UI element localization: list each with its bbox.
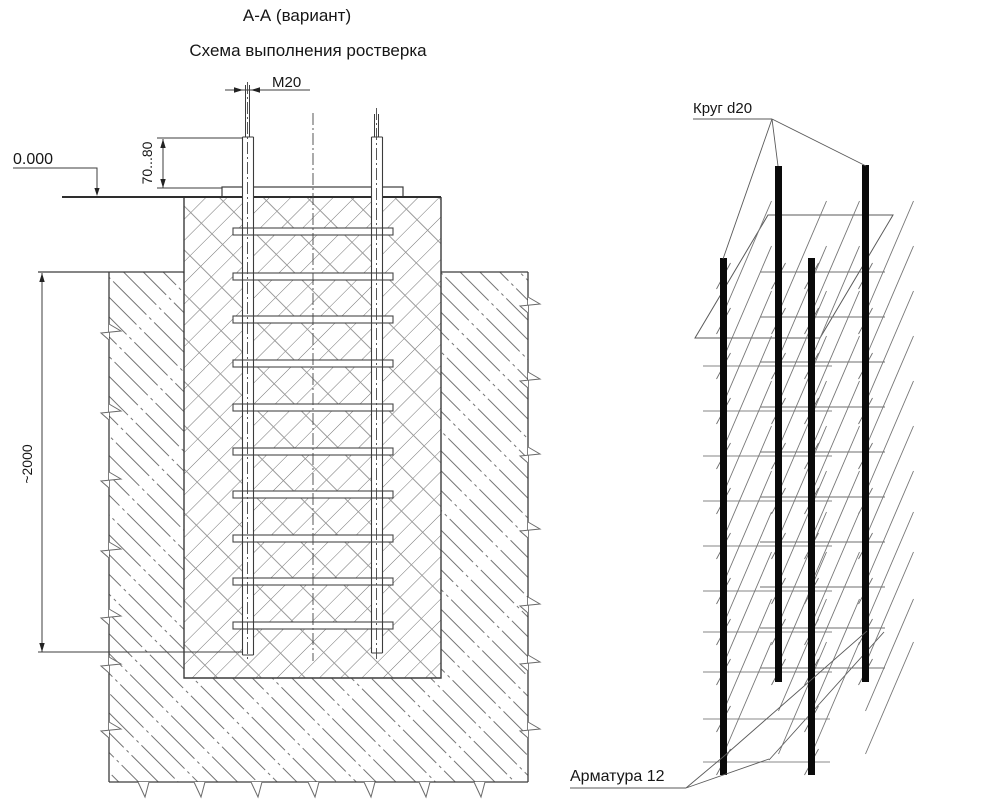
spiral-diagonal xyxy=(779,426,827,538)
spiral-diagonal xyxy=(812,336,860,448)
leader-arrow xyxy=(94,188,99,196)
spiral-diagonal xyxy=(724,426,772,538)
break-mark xyxy=(474,782,485,797)
dim-line xyxy=(157,138,242,188)
dim-arrow xyxy=(234,87,243,93)
spiral-diagonal xyxy=(724,471,772,583)
break-mark xyxy=(194,782,205,797)
level-label: 0.000 xyxy=(13,151,54,168)
circle-label: Круг d20 xyxy=(693,100,753,117)
spiral-diagonal xyxy=(724,381,772,493)
anchor-sleeve-left-fill xyxy=(242,137,254,655)
spiral-diagonal xyxy=(812,426,860,538)
break-mark xyxy=(308,782,319,797)
scheme-title: Схема выполнения ростверка xyxy=(189,41,427,60)
anchor-bolt-rods xyxy=(246,85,379,137)
spiral-diagonal xyxy=(724,201,772,313)
break-mark xyxy=(251,782,262,797)
section-title: А-А (вариант) xyxy=(242,6,352,25)
dim-arrow xyxy=(39,643,44,652)
soil-left-hatch xyxy=(109,272,184,782)
rebar-cage-view xyxy=(570,100,914,788)
pier-concrete-hatch-back xyxy=(184,197,441,678)
leader-line xyxy=(570,631,867,788)
rebar-vertical-bar xyxy=(775,166,782,682)
spiral-diagonal xyxy=(866,201,914,313)
anchor-sleeve-right-fill xyxy=(372,137,383,653)
spiral-diagonal xyxy=(779,246,827,358)
dim-m20 xyxy=(225,74,310,93)
rebar-callout xyxy=(570,631,867,788)
spiral-diagonal xyxy=(812,291,860,403)
spiral-diagonal xyxy=(779,642,827,754)
section-view xyxy=(13,6,540,797)
dim-arrow xyxy=(39,273,44,282)
spiral-diagonal xyxy=(812,201,860,313)
spiral-diagonal xyxy=(866,426,914,538)
spiral-diagonal xyxy=(812,246,860,358)
leader-line xyxy=(13,168,97,192)
spiral-diagonal xyxy=(866,336,914,448)
spiral-diagonal xyxy=(812,471,860,583)
spiral-diagonal xyxy=(779,381,827,493)
protrusion-dim-label: 70...80 xyxy=(139,141,155,185)
spiral-diagonal xyxy=(779,471,827,583)
spiral-diagonal xyxy=(812,381,860,493)
spiral-diagonal xyxy=(724,642,772,754)
dim-arrow xyxy=(251,87,260,93)
break-mark xyxy=(138,782,149,797)
spiral-diagonal xyxy=(724,336,772,448)
spiral-diagonal xyxy=(724,599,772,711)
rebar-label: Арматура 12 xyxy=(570,768,665,785)
spiral-diagonal xyxy=(866,381,914,493)
rebar-vertical-bar xyxy=(720,258,727,775)
spiral-diagonal xyxy=(779,291,827,403)
spiral-diagonal xyxy=(866,471,914,583)
depth-dim-label: ~2000 xyxy=(19,444,35,484)
spiral-diagonal xyxy=(812,599,860,711)
cage-bars xyxy=(720,165,869,775)
spiral-diagonal xyxy=(866,599,914,711)
break-mark xyxy=(419,782,430,797)
spiral-diagonal xyxy=(866,642,914,754)
rebar-vertical-bar xyxy=(862,165,869,682)
soil-bottom-hatch xyxy=(184,678,441,782)
spiral-diagonal xyxy=(779,201,827,313)
soil-right-hatch xyxy=(441,272,528,782)
dim-arrow xyxy=(160,139,165,148)
dim-protrusion xyxy=(139,138,242,188)
elevation-mark xyxy=(13,151,100,196)
rebar-vertical-bar xyxy=(808,258,815,775)
break-mark xyxy=(364,782,375,797)
spiral-diagonal xyxy=(779,599,827,711)
spiral-diagonal xyxy=(866,246,914,358)
dim-arrow xyxy=(160,179,165,188)
spiral-diagonal xyxy=(724,246,772,358)
bolt-size-label: М20 xyxy=(272,74,302,91)
spiral-diagonal xyxy=(779,336,827,448)
spiral-diagonal xyxy=(866,291,914,403)
spiral-diagonal xyxy=(724,291,772,403)
